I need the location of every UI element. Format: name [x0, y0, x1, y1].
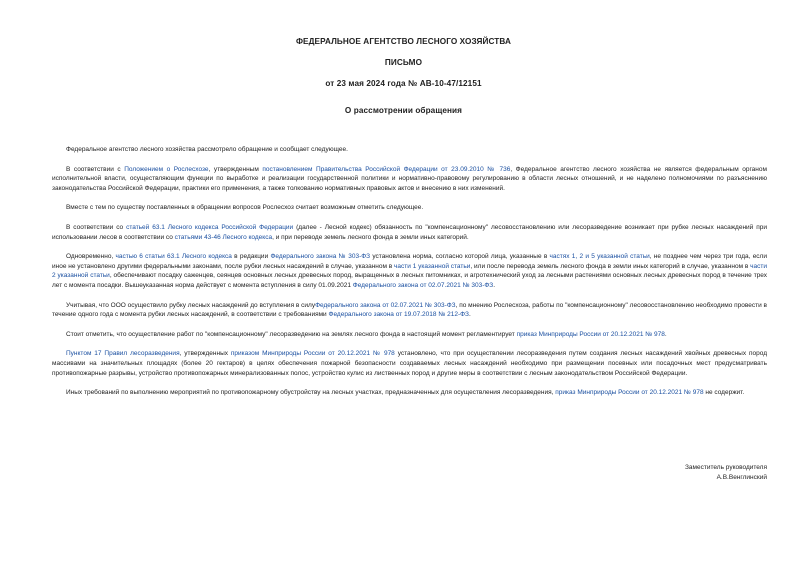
paragraph-3 — [52, 203, 767, 213]
text: установлена норма, согласно которой лица, указанные в — [370, 253, 550, 261]
link-federal-law-303[interactable]: Федерального закона № 303-ФЗ — [270, 253, 371, 261]
text: Учитывая, что ООО осуществило рубку лесных насаждений до вступления в силу — [66, 301, 316, 309]
link-regulation-rosleskhoz[interactable]: Положением о Рослесхозе — [124, 165, 209, 173]
document-header — [0, 37, 807, 115]
document-subject: О рассмотрении обращения — [344, 106, 463, 115]
paragraph-9 — [52, 388, 767, 398]
link-part-1[interactable]: части 1 указанной статьи — [394, 262, 471, 270]
text: не содержит. — [703, 389, 745, 397]
link-forest-code-articles-43-46[interactable]: статьями 43-46 Лесного кодекса — [174, 233, 273, 241]
text: В соответствии с — [66, 165, 125, 173]
signer-name: А.В.Венглинский — [716, 474, 767, 481]
text: , Федеральное агентство лесного хозяйства не является федеральным органом исполнительной власти, осуществляющим функции по выработке и реализации государственной политики и нормативно-правовому регулированию в области лесных отношений, и не наделено полномочиями по разъяснению законодательства Российской Федерации, практики его применения, а также толкованию нормативных правовых актов и внесению в них изменений. — [52, 165, 767, 192]
link-parts-1-2-5[interactable]: частях 1, 2 и 5 указанной статьи — [549, 253, 650, 261]
text: , обеспечивают посадку саженцев, сеянцев основных лесных древесных пород, выращенных в лесных питомниках, и агротехнический уход за лесными растениями основных лесных древесных пород в течение трех лет с момента посадки. Вышеуказанная норма действует с момента вступления в силу 01.09.2021 — [52, 272, 768, 289]
link-federal-law-212[interactable]: Федерального закона от 19.07.2018 № 212-ФЗ — [328, 311, 469, 319]
text: В соответствии со — [66, 223, 127, 231]
link-order-978[interactable]: приказ Минприроды России от 20.12.2021 № 978 — [555, 389, 704, 397]
link-part-2[interactable]: части 2 указанной статьи — [52, 262, 768, 280]
text: , утвержденным — [208, 165, 263, 173]
link-order-978[interactable]: приказ Минприроды России от 20.12.2021 № 978 — [516, 330, 665, 338]
paragraph-6 — [52, 301, 767, 320]
paragraph-7 — [52, 330, 767, 340]
text: . — [493, 281, 496, 289]
paragraph-4 — [52, 223, 767, 242]
text: Вместе с тем по существу поставленных в обращении вопросов Рослесхоз считает возможным отметить следующее. — [66, 204, 424, 212]
text: Федеральное агентство лесного хозяйства рассмотрело обращение и сообщает следующее. — [66, 146, 348, 153]
text: , утвержденных — [179, 350, 231, 358]
signature-block — [685, 463, 767, 483]
text: , и при переводе земель лесного фонда в земли иных категорий. — [272, 233, 469, 241]
link-forest-code-article-63-1[interactable]: статьей 63.1 Лесного кодекса Российской Федерации — [126, 223, 294, 231]
link-government-decree-736[interactable]: постановлением Правительства Российской Федерации от 23.09.2010 № 736 — [262, 165, 511, 173]
text: . — [664, 330, 667, 338]
paragraph-1 — [52, 145, 767, 155]
agency-name: ФЕДЕРАЛЬНОЕ АГЕНТСТВО ЛЕСНОГО ХОЗЯЙСТВА — [295, 37, 512, 46]
paragraph-8 — [52, 349, 767, 378]
text: в редакции — [231, 253, 271, 261]
document-date-number: от 23 мая 2024 года № АВ-10-47/12151 — [325, 79, 482, 88]
link-federal-law-303-date[interactable]: Федерального закона от 02.07.2021 № 303-ФЗ — [315, 301, 456, 309]
document-body — [52, 145, 767, 408]
text: Иных требований по выполнению мероприятий по противопожарному обустройству на лесных участках, предназначенных для осуществления лесоразведения, — [66, 389, 556, 397]
link-item-17-afforestation-rules[interactable]: Пунктом 17 Правил лесоразведения — [66, 350, 180, 358]
paragraph-2 — [52, 165, 767, 194]
link-part-6-article-63-1[interactable]: частью 6 статьи 63.1 Лесного кодекса — [115, 253, 232, 261]
text: (далее - Лесной кодекс) обязанность по "компенсационному" лесовосстановлению или лесоразведение возникает при рубке лесных насаждений при использовании лесов в соответствии со — [52, 223, 767, 241]
text: Одновременно, — [66, 253, 116, 261]
link-order-978[interactable]: приказом Минприроды России от 20.12.2021 № 978 — [230, 350, 395, 358]
text: , или после перевода земель лесного фонда в земли иных категорий в случае, указанном в — [470, 262, 751, 270]
text: Стоит отметить, что осуществление работ по "компенсационному" лесоразведению на землях лесного фонда в настоящий момент регламентирует — [66, 330, 517, 338]
text: установлено, что при осуществлении лесоразведения путем создания лесных насаждений хвойных древесных пород массивами на значительных площадях (более 20 гектаров) в целях обеспечения пожарной безопасности создаваемых лесных насаждений необходимо при размещении посевных или посадочных мест предусматривать противопожарные разрывы, устройство противопожарных минерализованных полос, устройство кулис из лиственных пород и другие меры в соответствии с лесным законодательством Российской Федерации. — [52, 350, 767, 377]
text: , не позднее чем через три года, если иное не установлено другими федеральными законами, после рубки лесных насаждений в случае, указанном в — [52, 253, 767, 270]
signer-position: Заместитель руководителя — [685, 464, 767, 471]
text: . — [468, 311, 471, 319]
link-federal-law-303-date[interactable]: Федерального закона от 02.07.2021 № 303-ФЗ — [352, 281, 494, 289]
document-type: ПИСЬМО — [384, 58, 423, 67]
paragraph-5 — [52, 252, 767, 290]
text: , по мнению Рослесхоза, работы по "компенсационному" лесовосстановлению необходимо провести в течение одного года с момента рубки лесных насаждений, в соответствии с требованиями — [52, 301, 768, 319]
